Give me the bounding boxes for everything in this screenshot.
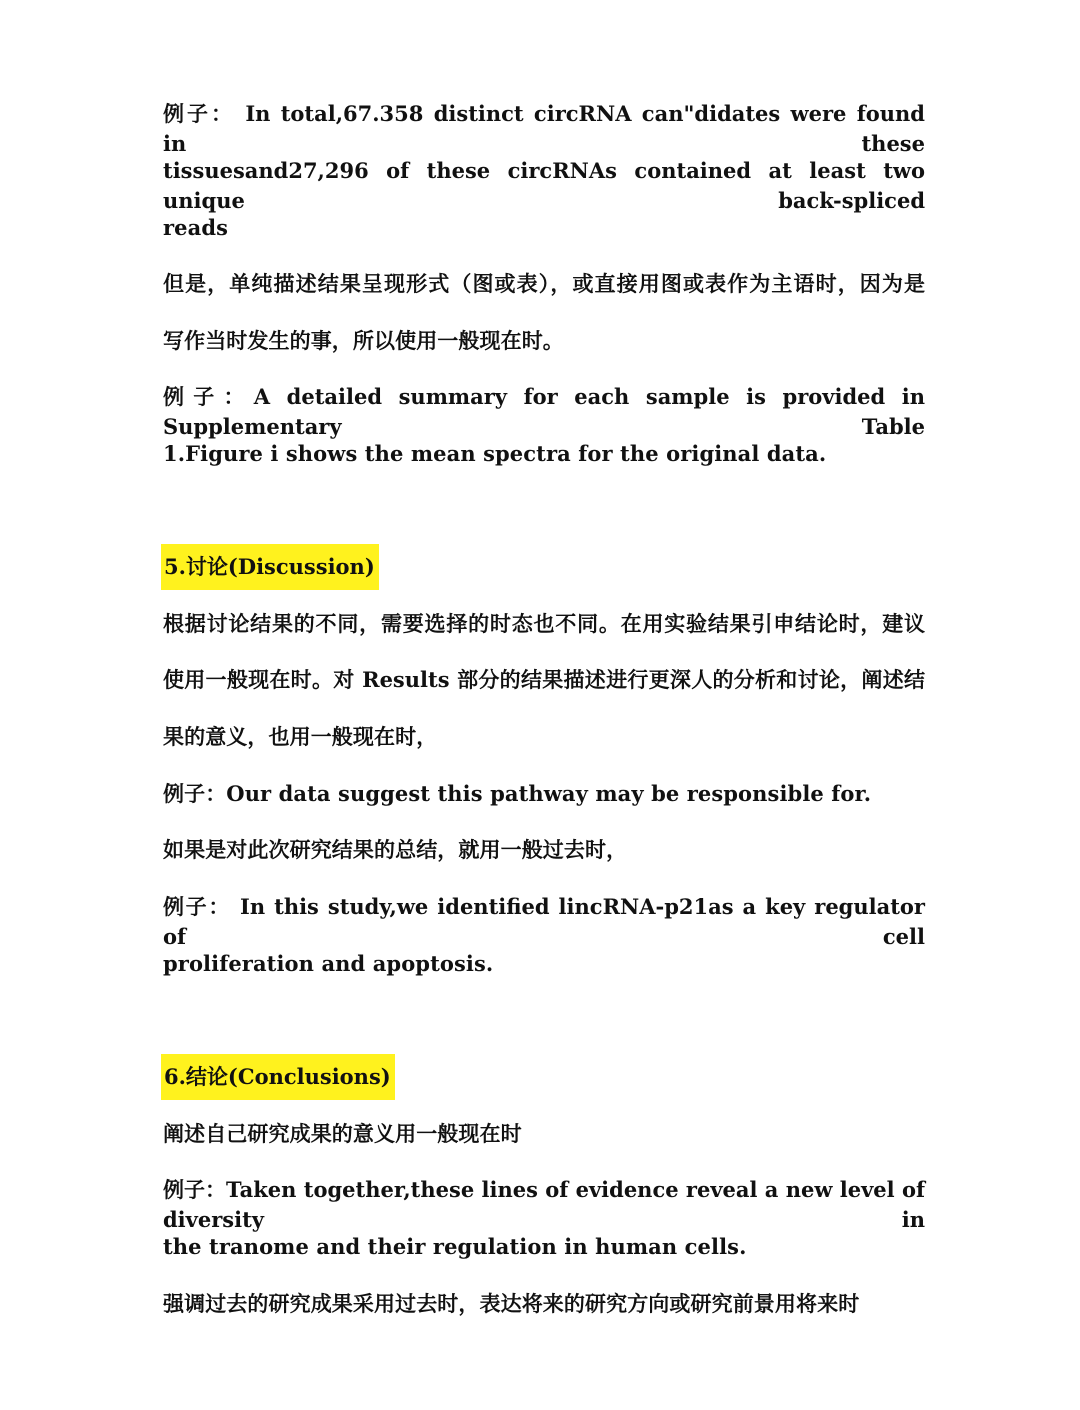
results-note-line-2: 写作当时发生的事，所以使用一般现在时。 [163, 328, 564, 353]
discussion-example-1: 例子：Our data suggest this pathway may be responsible for. [163, 781, 872, 806]
discussion-example-2-line-1: 例子： In this study,we identified lincRNA-p21as a key regulator of cell [163, 894, 925, 949]
discussion-intro-line-2: 使用一般现在时。对 Results 部分的结果描述进行更深人的分析和讨论，阐述结 [163, 667, 925, 692]
results-example-2-line-1: 例子：A detailed summary for each sample is provided in Supplementary Table [163, 384, 925, 439]
conclusions-intro: 阐述自己研究成果的意义用一般现在时 [163, 1121, 522, 1146]
conclusions-example-line-1: 例子：Taken together,these lines of evidence reveal a new level of diversity in [163, 1177, 925, 1232]
conclusions-example-line-2: the tranome and their regulation in human cells. [163, 1234, 747, 1259]
results-example-2-line-2: 1.Figure i shows the mean spectra for the original data. [163, 441, 827, 466]
discussion-heading: 5.讨论(Discussion) [161, 544, 379, 590]
discussion-intro-line-3: 果的意义，也用一般现在时， [163, 724, 438, 749]
results-example-1-line-1: 例子： In total,67.358 distinct circRNA can"didates were found in these [163, 101, 925, 156]
discussion-summary-note: 如果是对此次研究结果的总结，就用一般过去时， [163, 837, 628, 862]
conclusions-closing-note: 强调过去的研究成果采用过去时，表达将来的研究方向或研究前景用将来时 [163, 1291, 860, 1316]
conclusions-heading: 6.结论(Conclusions) [161, 1054, 395, 1100]
results-note-line-1: 但是，单纯描述结果呈现形式（图或表），或直接用图或表作为主语时，因为是 [163, 271, 925, 296]
results-example-1-line-3: reads [163, 215, 229, 240]
results-example-1-line-2: tissuesand27,296 of these circRNAs contained at least two unique back-spliced [163, 158, 925, 213]
discussion-example-2-line-2: proliferation and apoptosis. [163, 951, 494, 976]
discussion-intro-line-1: 根据讨论结果的不同，需要选择的时态也不同。在用实验结果引申结论时，建议 [163, 611, 925, 636]
